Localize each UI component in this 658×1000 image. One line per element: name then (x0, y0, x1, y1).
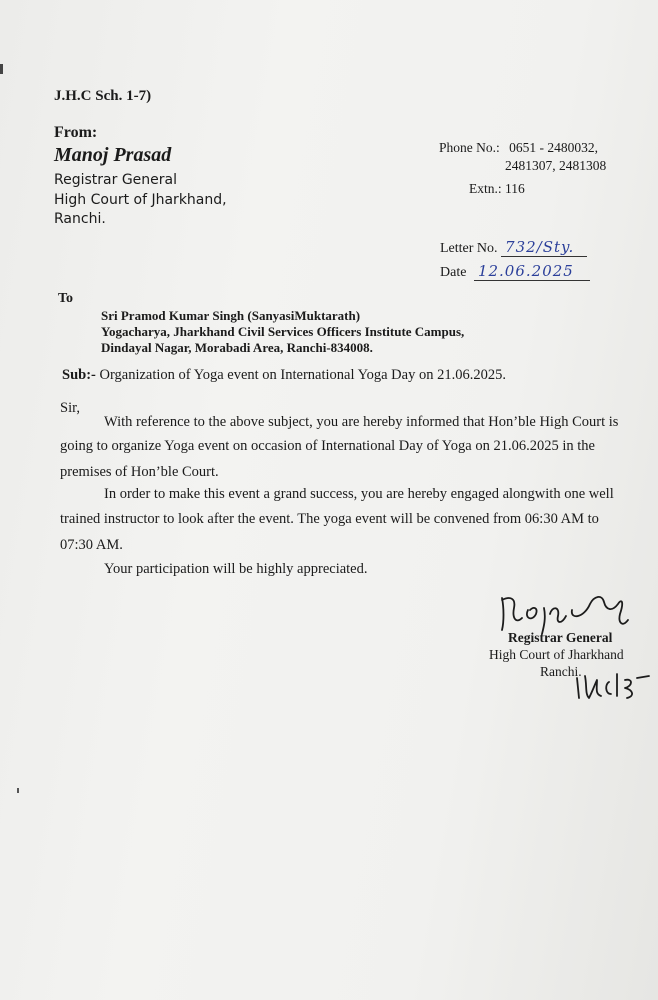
from-label: From: (54, 124, 98, 141)
sender-city: Ranchi. (54, 211, 106, 227)
paragraph-2-line-1: In order to make this event a grand success, you are hereby engaged alongwith one well (104, 486, 614, 502)
subject-line (62, 367, 506, 384)
initials-date-scribble (573, 668, 653, 702)
sender-name: Manoj Prasad (54, 144, 172, 166)
paragraph-1-line-1: With reference to the above subject, you are hereby informed that Hon’ble High Court is (104, 414, 619, 430)
paragraph-2-line-2: trained instructor to look after the event. The yoga event will be convened from 06:30 AM to (60, 511, 599, 527)
recipient-address-line1: Yogacharya, Jharkhand Civil Services Officers Institute Campus, (101, 324, 465, 339)
letter-number-row (440, 238, 587, 257)
page-edge-mark (0, 64, 3, 74)
paragraph-2-line-3: 07:30 AM. (60, 537, 123, 553)
date-row (440, 262, 590, 281)
phone-label: Phone No.: (439, 140, 500, 155)
phone-number-2: 2481307, 2481308 (505, 158, 607, 173)
sender-office: High Court of Jharkhand, (54, 192, 227, 208)
phone-line (439, 140, 598, 156)
closing-line: Your participation will be highly appreciated. (104, 561, 368, 577)
letter-number-label: Letter No. (440, 241, 498, 256)
paragraph-1-line-2: going to organize Yoga event on occasion of International Day of Yoga on 21.06.2025 in the (60, 438, 595, 454)
phone-number-1: 0651 - 2480032, (509, 140, 598, 155)
subject-label: Sub:- (62, 367, 96, 383)
to-label: To (58, 291, 74, 306)
paragraph-1-line-3: premises of Hon’ble Court. (60, 464, 219, 480)
date-label: Date (440, 265, 467, 280)
signatory-office: High Court of Jharkhand (489, 647, 624, 662)
sender-designation: Registrar General (54, 172, 177, 188)
recipient-address-line2: Dindayal Nagar, Morabadi Area, Ranchi-834008. (101, 340, 373, 355)
salutation: Sir, (60, 400, 80, 416)
date-value: 12.06.2025 (474, 262, 590, 281)
subject-text: Organization of Yoga event on International Yoga Day on 21.06.2025. (99, 367, 506, 383)
stray-mark (17, 788, 19, 793)
phone-extension: Extn.: 116 (469, 181, 525, 196)
signatory-city: Ranchi. (540, 664, 582, 679)
recipient-name: Sri Pramod Kumar Singh (SanyasiMuktarath) (101, 308, 361, 323)
letter-number-value: 732/Sty. (501, 238, 587, 257)
schedule-reference: J.H.C Sch. 1-7) (54, 88, 152, 104)
signatory-title: Registrar General (508, 630, 613, 645)
